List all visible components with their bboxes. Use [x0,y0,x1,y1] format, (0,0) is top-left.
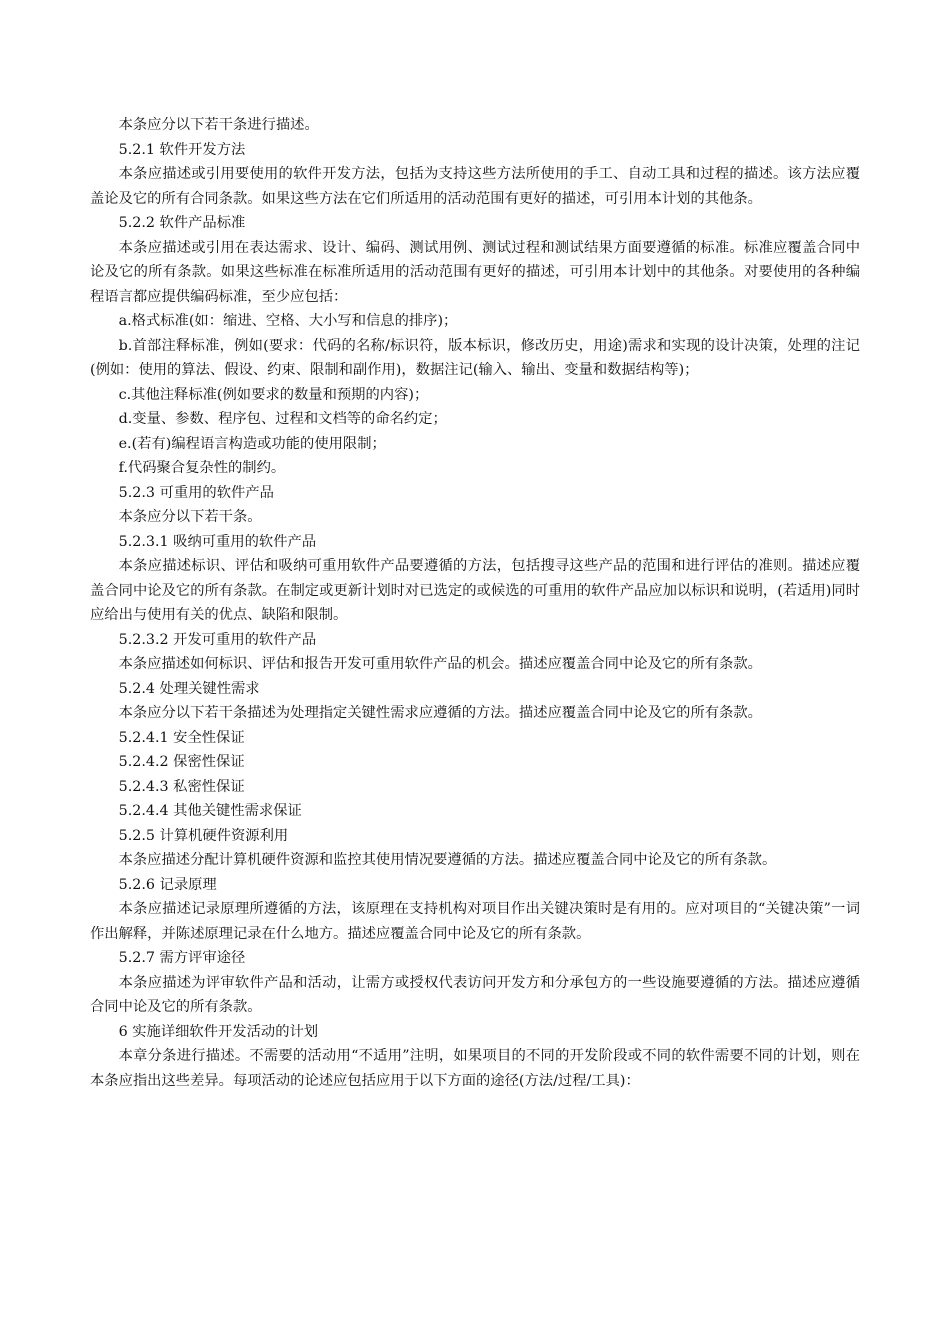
chapter-heading: 6 实施详细软件开发活动的计划 [118,1023,319,1040]
section-heading: 5.2.3.1 吸纳可重用的软件产品 [118,533,317,550]
list-item: c.其他注释标准(例如要求的数量和预期的内容)； [118,386,429,403]
section-heading: 5.2.6 记录原理 [118,876,217,893]
list-item: d.变量、参数、程序包、过程和文档等的命名约定； [118,411,447,427]
section-heading: 5.2.3.2 开发可重用的软件产品 [118,631,317,648]
paragraph: 本条应分以下若干条描述为处理指定关键性需求应遵循的方法。描述应覆盖合同中论及它的所有条款。 [118,705,762,721]
document-body [90,113,860,1093]
paragraph: 本条应描述分配计算机硬件资源和监控其使用情况要遵循的方法。描述应覆盖合同中论及它的所有条款。 [118,852,777,868]
paragraph: 本条应分以下若干条进行描述。 [118,117,319,133]
section-heading: 5.2.4.4 其他关键性需求保证 [118,803,302,819]
paragraph: 本条应描述或引用在表达需求、设计、编码、测试用例、测试过程和测试结果方面要遵循的标准。标准应覆盖合同中论及它的所有条款。如果这些标准在标准所适用的活动范围有更好的描述，可引用本计划中的其他条。对要使用的各种编程语言都应提供编码标准，至少应包括： [90,239,860,305]
paragraph: 本条应分以下若干条。 [118,509,262,525]
paragraph: 本条应描述或引用要使用的软件开发方法，包括为支持这些方法所使用的手工、自动工具和过程的描述。该方法应覆盖论及它的所有合同条款。如果这些方法在它们所适用的活动范围有更好的描述，可引用本计划的其他条。 [90,166,860,207]
list-item: a.格式标准(如：缩进、空格、大小写和信息的排序)； [118,313,458,329]
paragraph: 本条应描述如何标识、评估和报告开发可重用软件产品的机会。描述应覆盖合同中论及它的所有条款。 [118,656,762,672]
section-heading: 5.2.4 处理关键性需求 [118,680,260,697]
section-heading: 5.2.2 软件产品标准 [118,215,246,231]
list-item: f.代码聚合复杂性的制约。 [118,460,286,476]
paragraph: 本条应描述记录原理所遵循的方法，该原理在支持机构对项目作出关键决策时是有用的。应对项目的“关键决策”一词作出解释，并陈述原理记录在什么地方。描述应覆盖合同中论及它的所有条款。 [90,901,860,942]
list-item: b.首部注释标准，例如(要求：代码的名称/标识符，版本标识，修改历史，用途)需求和实现的设计决策，处理的注记(例如：使用的算法、假设、约束、限制和副作用)，数据注记(输入、输出、变量和数据结构等)； [90,337,860,378]
section-heading: 5.2.4.3 私密性保证 [118,778,245,795]
section-heading: 5.2.3 可重用的软件产品 [118,484,274,501]
list-item: e.(若有)编程语言构造或功能的使用限制； [118,435,386,452]
paragraph: 本条应描述标识、评估和吸纳可重用软件产品要遵循的方法，包括搜寻这些产品的范围和进行评估的准则。描述应覆盖合同中论及它的所有条款。在制定或更新计划时对已选定的或候选的可重用的软件产品应加以标识和说明，(若适用)同时应给出与使用有关的优点、缺陷和限制。 [90,558,860,623]
section-heading: 5.2.1 软件开发方法 [118,141,246,158]
section-heading: 5.2.4.1 安全性保证 [118,729,245,746]
paragraph: 本章分条进行描述。不需要的活动用“不适用”注明，如果项目的不同的开发阶段或不同的软件需要不同的计划，则在本条应指出这些差异。每项活动的论述应包括应用于以下方面的途径(方法/过程/工具)： [90,1048,860,1089]
section-heading: 5.2.7 需方评审途径 [118,950,246,966]
paragraph: 本条应描述为评审软件产品和活动，让需方或授权代表访问开发方和分承包方的一些设施要遵循的方法。描述应遵循合同中论及它的所有条款。 [90,974,860,1015]
section-heading: 5.2.4.2 保密性保证 [118,754,245,770]
section-heading: 5.2.5 计算机硬件资源利用 [118,827,289,844]
